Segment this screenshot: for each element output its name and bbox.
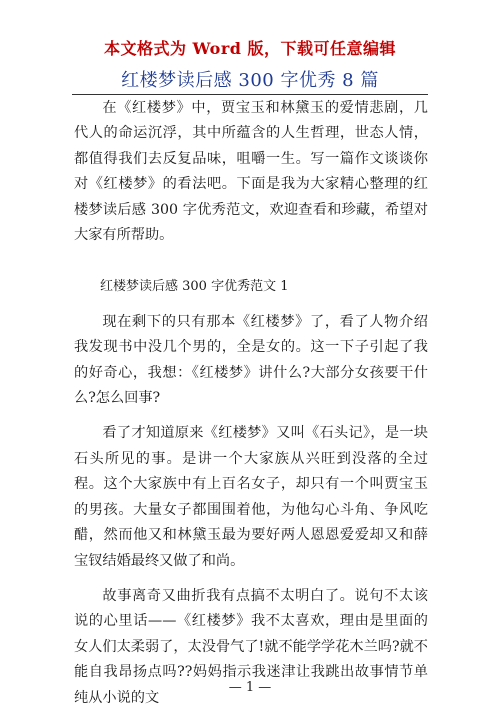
document-title: 红楼梦读后感 300 字优秀 8 篇 (121, 70, 379, 91)
intro-paragraph: 在《红楼梦》中，贾宝玉和林黛玉的爱情悲剧，几代人的命运沉浮，其中所蕴含的人生哲理，世态人情，都值得我们去反复品味，咀嚼一生。写一篇作文谈谈你对《红楼梦》的看法吧。下面是我为大家精心整理的红楼梦读后感 300 字优秀范文，欢迎查看和珍藏，希望对大家有所帮助。 (74, 100, 428, 244)
body-paragraph: 故事离奇又曲折我有点搞不太明白了。说句不太该说的心里话——《红楼梦》我不太喜欢，理由是里面的女人们太柔弱了，太没骨气了!就不能学学花木兰吗?就不能自我昂扬点吗??妈妈指示我迷津让我跳出故事情节单纯从小说的文 (74, 587, 428, 706)
body-paragraph: 看了才知道原来《红楼梦》又叫《石头记》，是一块石头所见的事。是讲一个大家族从兴旺到没落的全过程。这个大家族中有上百名女子，却只有一个叫贾宝玉的男孩。大量女子都围围着他，为他勾心斗角、争风吃醋，然而他又和林黛玉最为要好两人恩恩爱爱却又和薛宝钗结婚最终又做了和尚。 (74, 425, 428, 569)
document-body (74, 96, 428, 721)
format-banner: 本文格式为 Word 版，下载可任意编辑 (103, 39, 397, 58)
body-paragraph: 现在剩下的只有那本《红楼梦》了，看了人物介绍我发现书中没几个男的，全是女的。这一下子引起了我的好奇心，我想：《红楼梦》讲什么?大部分女孩要干什么?怎么回事? (74, 313, 428, 407)
title-divider (72, 94, 428, 95)
page-number: — 1 — (228, 680, 272, 695)
section-heading: 红楼梦读后感 300 字优秀范文 1 (100, 279, 289, 295)
